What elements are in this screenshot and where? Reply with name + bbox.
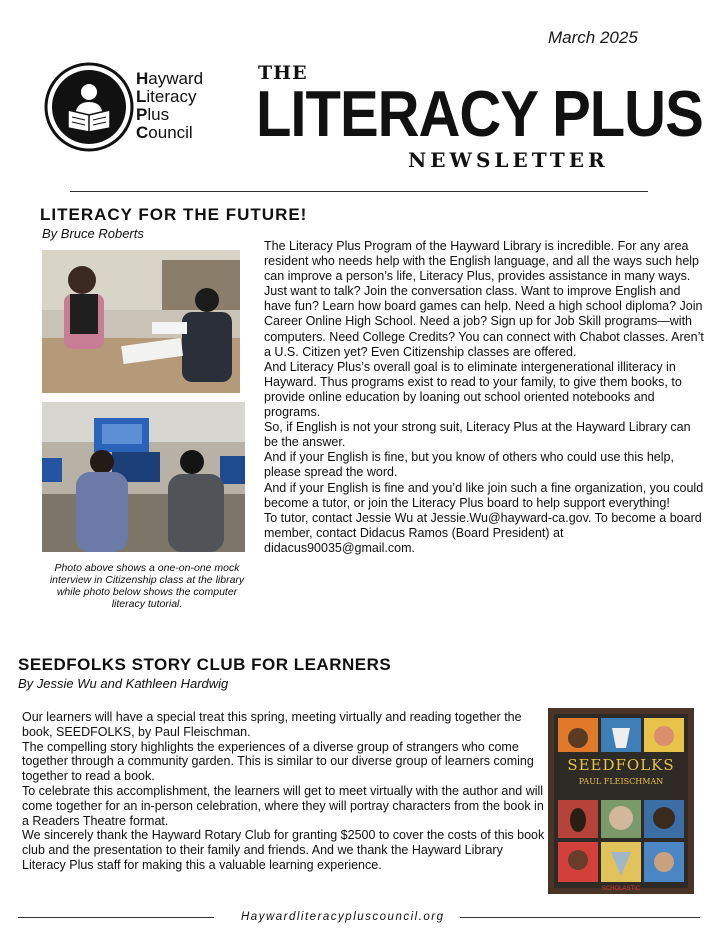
org-name-line: Hayward	[136, 69, 204, 88]
org-name-line: Council	[136, 123, 193, 142]
article2-paragraph: The compelling story highlights the experiences of a diverse group of strangers who come together through a community garden. This is similar to our diverse group of learners coming together to read a book.	[22, 739, 534, 784]
footer-website[interactable]: Haywardliteracypluscouncil.org	[241, 911, 445, 923]
article1-paragraph: And Literacy Plus’s overall goal is to eliminate intergenerational illiteracy in Hayward. Thus programs exist to read to your family, to give them books, to provide online education by loaning out school oriented notebooks and programs.	[264, 359, 682, 420]
seedfolks-book-cover	[548, 708, 694, 894]
article1-title: LITERACY FOR THE FUTURE!	[40, 205, 308, 224]
masthead-the: THE	[258, 62, 308, 84]
article1-paragraph: To tutor, contact Jessie Wu at Jessie.Wu@hayward-ca.gov. To become a board member, contact Didacus Ramos (Board President) at didacus90035@gmail.com.	[264, 510, 702, 555]
article1-paragraph: And if your English is fine and you’d like join such a fine organization, you could become a tutor, or join the Literacy Plus board to help support everything!	[264, 480, 704, 510]
article1-paragraph: The Literacy Plus Program of the Hayward Library is incredible. For any area resident who needs help with the English language, and all the ways such help can improve a person’s life, Literacy Plus, provides assistance in many ways.	[264, 239, 700, 284]
book-publisher-text: SCHOLASTIC	[601, 886, 641, 892]
article1-paragraph: Just want to talk? Join the conversation class. Want to improve English and have fun? Learn how board games can help. Need a high school diploma? Join Career Online High School. Need a job? Sign up for Job Skill programs—with computers. Need College Credits? You can connect with Chabot classes. Aren’t a U.S. Citizen yet? Even Citizenship classes are offered.	[264, 284, 704, 359]
header-divider	[70, 191, 648, 192]
footer-divider-right	[460, 917, 700, 918]
book-title-text: SEEDFOLKS	[567, 756, 675, 774]
issue-date: March 2025	[548, 28, 638, 47]
council-logo-icon	[44, 62, 134, 152]
article2-paragraph: Our learners will have a special treat this spring, meeting virtually and reading together the book, SEEDFOLKS, by Paul Fleischman.	[22, 710, 522, 739]
article1-paragraph: And if your English is fine, but you know of others who could use this help, please spread the word.	[264, 450, 674, 480]
book-author-text: PAUL FLEISCHMAN	[578, 777, 664, 786]
photo-caption: Photo above shows a one-on-one mock interview in Citizenship class at the library while photo below shows the computer literacy tutorial.	[49, 562, 245, 610]
org-name-line: Literacy	[136, 87, 197, 106]
article2-title: SEEDFOLKS STORY CLUB FOR LEARNERS	[18, 655, 392, 674]
article1-byline: By Bruce Roberts	[42, 226, 144, 241]
interview-photo	[42, 250, 240, 393]
article2-byline: By Jessie Wu and Kathleen Hardwig	[18, 676, 229, 691]
article1-paragraph: So, if English is not your strong suit, Literacy Plus at the Hayward Library can be the answer.	[264, 420, 691, 450]
article2-body	[22, 710, 548, 873]
article1-body	[264, 239, 704, 556]
article2-paragraph: We sincerely thank the Hayward Rotary Club for granting $2500 to cover the costs of this book club and the presentation to their family and friends. And we thank the Hayward Library Literacy Plus staff for making this a valuable learning experience.	[22, 828, 545, 872]
council-name	[136, 70, 203, 142]
masthead-title: LITERACY PLUS	[256, 78, 703, 151]
computer-lab-photo	[42, 402, 245, 552]
masthead-newsletter: NEWSLETTER	[408, 148, 609, 172]
article2-paragraph: To celebrate this accomplishment, the learners will get to meet virtually with the author and will come together for an in-person celebration, where they will portray characters from the book in a Readers Theatre format.	[22, 783, 544, 828]
org-name-line: Plus	[136, 105, 170, 124]
footer-divider-left	[18, 917, 214, 918]
